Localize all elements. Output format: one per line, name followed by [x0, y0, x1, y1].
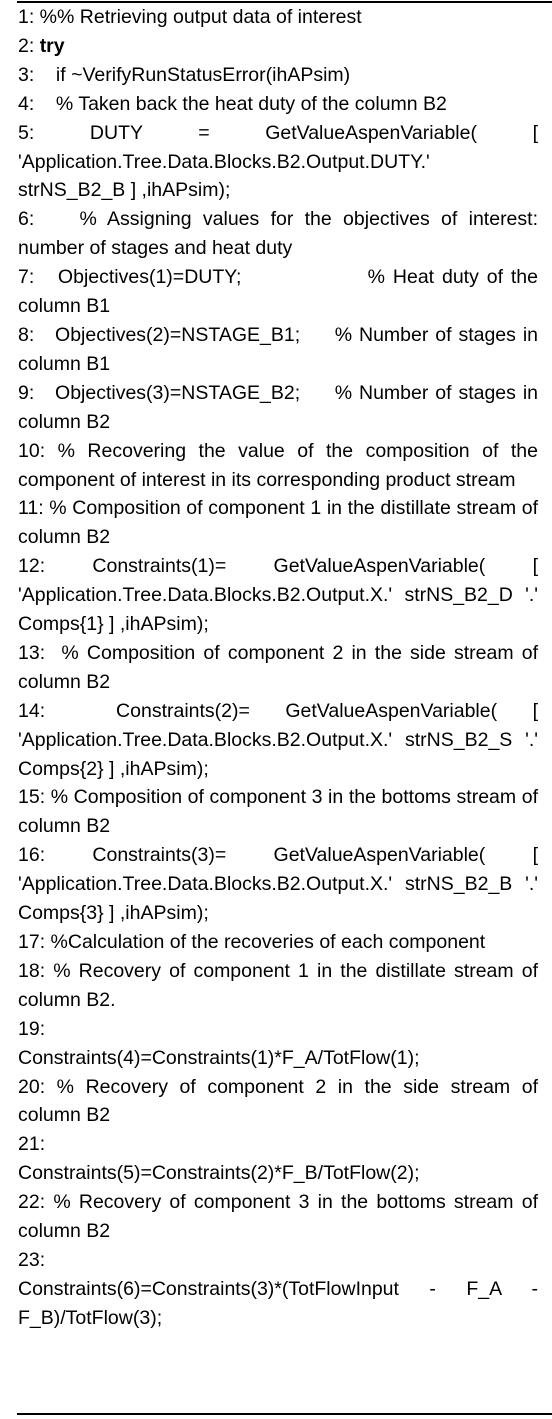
code-line-13: 13: % Composition of component 2 in the side stream of column B2 [18, 641, 538, 693]
code-line-3: 3: if ~VerifyRunStatusError(ihAPsim) [18, 63, 351, 86]
code-line-21-number: 21: [18, 1133, 46, 1156]
code-line-20: 20: % Recovery of component 2 in the side stream of column B2 [18, 1075, 538, 1127]
code-line-2 [18, 32, 538, 61]
code-line-12: 12: Constraints(1)= GetValueAspenVariable( [ 'Application.Tree.Data.Blocks.B2.Output.X.' strNS_B2_D '.' Comps{1} ] ,ihAPsim); [18, 555, 538, 636]
code-line-22: 22: % Recovery of component 3 in the bottoms stream of column B2 [18, 1191, 538, 1243]
code-line-23-number: 23: [18, 1248, 46, 1271]
code-line-8: 8: Objectives(2)=NSTAGE_B1; % Number of stages in column B1 [18, 323, 538, 375]
try-keyword: try [39, 34, 65, 57]
code-listing [18, 3, 538, 1333]
code-line-14: 14: Constraints(2)= GetValueAspenVariable( [ 'Application.Tree.Data.Blocks.B2.Output.X.' strNS_B2_S '.' Comps{2} ] ,ihAPsim); [18, 699, 538, 780]
bottom-rule [17, 1413, 552, 1415]
code-line-19-number: 19: [18, 1017, 46, 1040]
code-line-15: 15: % Composition of component 3 in the bottoms stream of column B2 [18, 786, 538, 838]
code-line-7: 7: Objectives(1)=DUTY; % Heat duty of the column B1 [18, 266, 538, 318]
code-line-16: 16: Constraints(3)= GetValueAspenVariable( [ 'Application.Tree.Data.Blocks.B2.Output.X.' strNS_B2_B '.' Comps{3} ] ,ihAPsim); [18, 844, 538, 925]
code-line-4: 4: % Taken back the heat duty of the column B2 [18, 92, 447, 115]
code-line-18: 18: % Recovery of component 1 in the distillate stream of column B2. [18, 959, 538, 1011]
code-line-23: Constraints(6)=Constraints(3)*(TotFlowInput - F_A - F_B)/TotFlow(3); [18, 1277, 538, 1329]
code-line-21: Constraints(5)=Constraints(2)*F_B/TotFlow(2); [18, 1162, 420, 1185]
code-line-19: Constraints(4)=Constraints(1)*F_A/TotFlow(1); [18, 1046, 420, 1069]
code-line-11: 11: % Composition of component 1 in the distillate stream of column B2 [18, 497, 538, 549]
line-number: 2: [18, 34, 40, 57]
code-line-1: 1: %% Retrieving output data of interest [18, 6, 362, 28]
code-line-9: 9: Objectives(3)=NSTAGE_B2; % Number of stages in column B2 [18, 381, 538, 433]
code-line-6: 6: % Assigning values for the objectives of interest: number of stages and heat duty [18, 208, 538, 260]
code-line-10: 10: % Recovering the value of the composition of the component of interest in its corresponding product stream [18, 439, 538, 491]
code-line-17: 17: %Calculation of the recoveries of each component [18, 931, 486, 953]
code-line-5: 5: DUTY = GetValueAspenVariable( [ 'Application.Tree.Data.Blocks.B2.Output.DUTY.' strNS_B2_B ] ,ihAPsim); [18, 121, 538, 202]
